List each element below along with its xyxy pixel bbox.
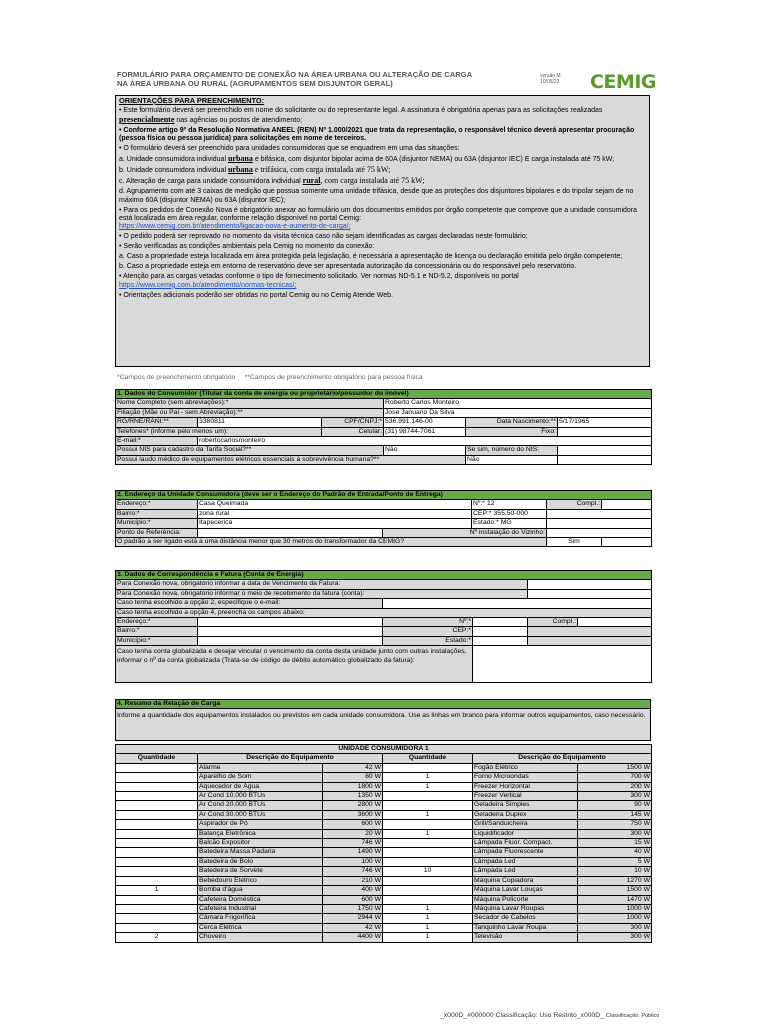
load-qty-left[interactable] [116, 867, 198, 876]
label-vizinho: Nº instalação do Vizinho: [383, 528, 547, 537]
field-filiacao[interactable]: Jose Januario Da Silva [384, 408, 652, 417]
load-qty-left[interactable] [116, 820, 198, 829]
col-header-qty-1: Quantidade [116, 754, 198, 763]
label-endereco: Endereço:* [116, 500, 198, 509]
load-qty-left[interactable] [116, 829, 198, 838]
label-email: E-mail:* [116, 437, 198, 446]
field-corr-compl[interactable] [578, 618, 652, 627]
load-power-right: 300 W [578, 792, 652, 801]
label-opcao-4: Caso tenha escolhido a opção 4, preencha os campos abaixo: [116, 608, 652, 617]
load-desc-left: Ar Cond 20.000 BTUs [198, 801, 323, 810]
label-celular: Celular: [322, 427, 384, 436]
load-qty-left[interactable] [116, 914, 198, 923]
field-corr-cep[interactable] [473, 627, 528, 636]
load-qty-left[interactable] [116, 782, 198, 791]
field-cep[interactable] [472, 509, 547, 518]
load-desc-right: Lâmpada Fluor. Compact. [473, 839, 578, 848]
footer-main: _x000D_#000000 Classificação: Uso Restrito_x000D_ [440, 1012, 604, 1019]
load-desc-right: Forno Microondas [473, 773, 578, 782]
orientations-box [115, 95, 650, 367]
load-power-left: 3600 W [323, 810, 383, 819]
orient-p3: • O formulário deverá ser preenchido para unidades consumidoras que se enquadrem em uma das situações: [119, 145, 460, 153]
label-corr-endereco: Endereço:* [116, 618, 198, 627]
version-info [540, 73, 561, 85]
field-corr-numero[interactable] [473, 618, 528, 627]
load-desc-right: Fogão Elétrico [473, 763, 578, 772]
load-row [116, 810, 652, 819]
label-nascimento: Data Nascimento:** [466, 418, 558, 427]
load-qty-left[interactable] [116, 810, 198, 819]
load-qty-right[interactable]: 1 [383, 773, 473, 782]
load-qty-right[interactable] [383, 895, 473, 904]
load-qty-right[interactable] [383, 839, 473, 848]
label-laudo: Possui laudo médico de equipamentos elétricos essenciais à sobrevivência humana?** [116, 455, 466, 464]
load-row [116, 839, 652, 848]
load-desc-left: Batedeira Massa Padaria [198, 848, 323, 857]
load-qty-right[interactable]: 1 [383, 782, 473, 791]
load-qty-right[interactable] [383, 801, 473, 810]
load-qty-right[interactable] [383, 820, 473, 829]
load-qty-left[interactable] [116, 876, 198, 885]
orient-pd: d. Agrupamento com até 3 caixas de medição que possua somente uma unidade trifásica, desde que as proteções dos disjuntores bipolares e do tripolar sejam de no máximo 60A (disjuntor NEMA) ou 63A (disjuntor IEC); [119, 188, 634, 204]
label-conta-globalizada: Caso tenha conta globalizada e desejar vincular o vencimento da conta desta unidade junto com outras instalações, informar o nº da conta globalizada (Trata-se de código de débito automático globalizado da fatura): [116, 646, 473, 683]
load-desc-right: Geladeira Simples [473, 801, 578, 810]
label-cep: CEP:* [473, 509, 492, 517]
field-email[interactable]: robertocarlosmonteiro [198, 437, 652, 446]
field-meio-recebimento[interactable] [528, 589, 652, 598]
field-cpf[interactable]: 536.991.146-00 [384, 418, 466, 427]
load-row [116, 895, 652, 904]
section-3-title: 3. Dados de Correspondência e Fatura (Conta de Energia) [116, 571, 652, 580]
load-qty-right[interactable] [383, 792, 473, 801]
load-qty-right[interactable]: 1 [383, 923, 473, 932]
load-power-left: 210 W [323, 876, 383, 885]
load-qty-right[interactable]: 1 [383, 829, 473, 838]
field-corr-estado[interactable] [473, 636, 528, 645]
field-corr-bairro[interactable] [198, 627, 383, 636]
orient-pb: b. Unidade consumidora individual urbana e trifásica, com carga instalada até 75 kW; [119, 165, 391, 175]
load-desc-left: Bomba d'água [198, 886, 323, 895]
load-desc-left: Cerca Elétrica [198, 923, 323, 932]
load-desc-right: Máquina Lavar Roupas [473, 904, 578, 913]
label-bairro: Bairro:* [116, 509, 198, 518]
load-table [115, 744, 652, 943]
field-vencimento[interactable] [528, 580, 652, 589]
section-1-table [115, 389, 652, 465]
load-desc-left: Balança Eletrônica [198, 829, 323, 838]
label-nome: Nome Completo (sem abreviações):* [116, 399, 384, 408]
cemig-logo: CEMIG [590, 71, 656, 93]
load-qty-left[interactable]: 2 [116, 933, 198, 942]
load-power-right: 300 W [578, 923, 652, 932]
orient-p6: • Serão verificadas as condições ambientais pela Cemig no momento da conexão: [119, 243, 375, 251]
field-numero[interactable] [472, 500, 547, 509]
load-qty-left[interactable] [116, 839, 198, 848]
load-power-left: 1750 W [323, 904, 383, 913]
orient-pf: b. Caso a propriedade esteja em entorno de reservatório deve ser apresentada autorização da concessionária ou do responsável pelo reservatório. [119, 263, 577, 271]
load-qty-right[interactable]: 1 [383, 810, 473, 819]
cep-blank [547, 509, 652, 518]
padrao-blank [602, 538, 652, 547]
label-estado: Estado:* [473, 519, 499, 527]
load-desc-right: Televisão [473, 933, 578, 942]
version-label: versão M [540, 73, 561, 79]
orient-p4: • Para os pedidos de Conexão Nova é obrigatório anexar ao formulário um dos documentos emitidos por órgão competente que comprove que a unidade consumidora está localizada em área regular, conforme relação disponível no portal Cemig: https://www.cemig.com.br/atendimento/ligacao-nova-e-aumento-de-carga/; [119, 206, 638, 231]
label-corr-cep: CEP:* [383, 627, 473, 636]
field-estado[interactable] [472, 519, 547, 528]
load-desc-left: Aquecedor de Água [198, 782, 323, 791]
field-corr-endereco[interactable] [198, 618, 383, 627]
corr-estado-blank [528, 636, 652, 645]
footer-small: Classificação: Público [605, 1013, 660, 1019]
orient-p1: • Este formulário deverá ser preenchido em nome do solicitante ou do representante legal. A assinatura é obrigatória apenas para as solicitações realizadas presencialmente nas agências ou postos de atendimento; [119, 107, 603, 124]
label-referencia: Ponto de Referência: [116, 528, 198, 537]
label-cpf: CPF/CNPJ:* [322, 418, 384, 427]
load-row [116, 857, 652, 866]
load-row [116, 801, 652, 810]
load-power-left: 80 W [323, 773, 383, 782]
estado-blank [547, 519, 652, 528]
load-power-left: 20 W [323, 829, 383, 838]
load-row [116, 782, 652, 791]
load-qty-left[interactable]: 1 [116, 886, 198, 895]
load-power-right: 300 W [578, 933, 652, 942]
field-nascimento[interactable]: 5/17/1965 [558, 418, 652, 427]
load-desc-right: Lâmpada Led [473, 867, 578, 876]
field-nis[interactable]: Não [384, 446, 466, 455]
field-nis-numero[interactable] [558, 446, 652, 455]
orient-pe: a. Caso a propriedade esteja localizada em área protegida pela legislação, é necessária a apresentação de licença ou declaração emitida pelo órgão competente; [119, 253, 623, 261]
load-power-right: 90 W [578, 801, 652, 810]
section-4-info: Informe a quantidade dos equipamentos instalados ou previstos em cada unidade consumidora. Use as linhas em branco para informar outros equipamentos, caso necessário. [116, 709, 651, 741]
field-fixo[interactable] [558, 427, 652, 436]
load-desc-left: Cafeteira Doméstica [198, 895, 323, 904]
field-rg[interactable]: 3380811 [198, 418, 322, 427]
load-row [116, 876, 652, 885]
label-compl: Compl.: [547, 500, 602, 509]
field-nome[interactable]: Roberto Carlos Monteiro [384, 399, 652, 408]
load-qty-left[interactable] [116, 923, 198, 932]
load-power-right: 300 W [578, 829, 652, 838]
field-conta-globalizada[interactable] [473, 646, 652, 683]
label-rg: RG/RNE/RANI:** [116, 418, 198, 427]
load-desc-left: Cafeteira Industrial [198, 904, 323, 913]
load-qty-left[interactable] [116, 763, 198, 772]
field-endereco[interactable]: Casa Queimada [198, 500, 472, 509]
load-row [116, 904, 652, 913]
load-power-right: 145 W [578, 810, 652, 819]
load-qty-right[interactable] [383, 886, 473, 895]
load-power-right: 1500 W [578, 763, 652, 772]
load-desc-right: Máquina Copiadora [473, 876, 578, 885]
field-municipio[interactable]: Itapecerica [198, 519, 472, 528]
load-qty-right[interactable] [383, 876, 473, 885]
load-desc-left: Batedeira de Bolo [198, 857, 323, 866]
orient-p7: • Atenção para as cargas vetadas conforme o tipo de fornecimento solicitado. Ver normas ND-5.1 e ND-5.2, disponíveis no portal https://www.cemig.com.br/atendimento/normas-tecnicas/; [119, 273, 519, 289]
label-numero: Nº:* [473, 500, 485, 508]
load-desc-left: Chuveiro [198, 933, 323, 942]
label-vencimento: Para Conexão nova, obrigatório informar a data de Vencimento da Fatura: [116, 580, 528, 589]
link-normas-tecnicas[interactable]: https://www.cemig.com.br/atendimento/normas-tecnicas/; [119, 281, 297, 289]
load-desc-right: Tanquinho Lavar Roupa [473, 923, 578, 932]
load-power-right: 15 W [578, 839, 652, 848]
label-corr-compl: Compl.: [528, 618, 578, 627]
load-power-left: 2944 W [323, 914, 383, 923]
label-filiacao: Filiação (Mãe ou Pai - sem Abreviação):** [116, 408, 384, 417]
load-desc-right: Geladeira Duplex [473, 810, 578, 819]
form-title-line2: NA ÁREA URBANA OU RURAL (AGRUPAMENTOS SEM DISJUNTOR GERAL) [117, 79, 393, 88]
form-title [117, 70, 517, 88]
load-qty-left[interactable] [116, 773, 198, 782]
section-1-title: 1. Dados do Consumidor (Titular da conta de energia ou proprietário/possuidor do imóvel) [116, 390, 652, 399]
load-power-right: 1000 W [578, 904, 652, 913]
load-qty-right[interactable]: 1 [383, 904, 473, 913]
load-qty-left[interactable] [116, 904, 198, 913]
load-row [116, 914, 652, 923]
load-power-left: 600 W [323, 820, 383, 829]
load-desc-right: Lâmpada Fluorescente [473, 848, 578, 857]
load-desc-right: Liquidificador [473, 829, 578, 838]
load-power-left: 42 W [323, 923, 383, 932]
load-desc-right: Secador de Cabelos [473, 914, 578, 923]
orientations-title: ORIENTAÇÕES PARA PREENCHIMENTO: [119, 96, 265, 105]
field-laudo-blank [558, 455, 652, 464]
load-power-right: 1270 W [578, 876, 652, 885]
mandatory-fields-note: *Campos de preenchimento obrigatório **Campos de preenchimento obrigatório para pessoa física [117, 374, 423, 381]
load-power-left: 1800 W [323, 782, 383, 791]
load-row [116, 820, 652, 829]
label-fixo: Fixo: [466, 427, 558, 436]
load-power-left: 400 W [323, 886, 383, 895]
load-desc-left: Aspirador de Pó [198, 820, 323, 829]
section-2-title: 2. Endereço da Unidade Consumidora (deve ser o Endereço do Padrão de Entrada/Ponto de Entrega) [116, 491, 652, 500]
section-4-title: 4. Resumo da Relação de Carga [116, 700, 651, 709]
load-qty-left[interactable] [116, 895, 198, 904]
value-cep: 355.50-000 [493, 509, 528, 517]
label-corr-estado: Estado:* [383, 636, 473, 645]
orient-p2: • Conforme artigo 9º da Resolução Normativa ANEEL (REN) Nº 1.000/2021 que trata da representação, o responsável técnico deverá apresentar procuração (pessoa física ou pessoa jurídica) para solicitações em nome de terceiros. [119, 126, 635, 143]
load-row [116, 792, 652, 801]
load-power-right: 700 W [578, 773, 652, 782]
orient-pc: c. Alteração de carga para unidade consumidora individual rural, com carga instalada até 75 kW; [119, 176, 425, 186]
load-qty-left[interactable] [116, 848, 198, 857]
load-power-right: 40 W [578, 848, 652, 857]
load-power-left: 1350 W [323, 792, 383, 801]
load-power-left: 4400 W [323, 933, 383, 942]
load-qty-right[interactable]: 10 [383, 867, 473, 876]
load-desc-left: Bebedouro Elétrico [198, 876, 323, 885]
link-ligacao-nova[interactable]: https://www.cemig.com.br/atendimento/ligacao-nova-e-aumento-de-carga/; [119, 223, 351, 231]
section-3-table [115, 570, 652, 683]
load-desc-right: Máquina Lavar Louças [473, 886, 578, 895]
load-qty-left[interactable] [116, 857, 198, 866]
load-power-right: 1500 W [578, 886, 652, 895]
orient-p5: • O pedido poderá ser reprovado no momento da visita técnica caso não sejam identificadas as cargas declaradas neste formulário; [119, 233, 528, 241]
load-row [116, 933, 652, 942]
load-power-left: 746 W [323, 867, 383, 876]
load-power-right: 1000 W [578, 914, 652, 923]
load-power-left: 600 W [323, 895, 383, 904]
load-power-left: 100 W [323, 857, 383, 866]
load-power-right: 10 W [578, 867, 652, 876]
section-2-table [115, 490, 652, 547]
form-title-line1: FORMULÁRIO PARA ORÇAMENTO DE CONEXÃO NA ÁREA URBANA OU ALTERAÇÃO DE CARGA [117, 70, 473, 79]
load-power-right: 200 W [578, 782, 652, 791]
field-corr-municipio[interactable] [198, 636, 383, 645]
version-date: 10/05/23 [540, 79, 560, 85]
load-desc-right: Máquina Policorte [473, 895, 578, 904]
load-row [116, 763, 652, 772]
load-desc-left: Câmara Frigorífica [198, 914, 323, 923]
load-desc-right: Freezer Horizontal [473, 782, 578, 791]
field-compl[interactable] [602, 500, 652, 509]
load-desc-left: Ar Cond 10.000 BTUs [198, 792, 323, 801]
load-table-title: UNIDADE CONSUMIDORA 1 [116, 745, 652, 754]
label-meio-recebimento: Para Conexão nova, obrigatório informar o meio de recebimento da fatura (conta): [116, 589, 528, 598]
load-desc-left: Balcão Expositor [198, 839, 323, 848]
field-email-fatura[interactable] [383, 599, 652, 608]
load-power-left: 42 W [323, 763, 383, 772]
label-telefones: Telefones* (informe pelo menos um): [116, 427, 322, 436]
orient-pa: a. Unidade consumidora individual urbana e bifásica, com disjuntor bipolar acima de 60A (disjuntor NEMA) ou 63A (disjuntor IEC) E carga instalada até 75 kW; [119, 154, 615, 164]
load-row [116, 867, 652, 876]
field-celular[interactable]: (31) 98744-7061 [384, 427, 466, 436]
load-desc-right: Freezer Vertical [473, 792, 578, 801]
field-vizinho[interactable] [547, 528, 652, 537]
load-row [116, 886, 652, 895]
label-email-fatura: Caso tenha escolhido a opção 2, especifique o e-mail: [116, 599, 383, 608]
load-row [116, 848, 652, 857]
load-qty-left[interactable] [116, 801, 198, 810]
label-municipio: Município:* [116, 519, 198, 528]
field-referencia[interactable] [198, 528, 383, 537]
load-power-left: 1490 W [323, 848, 383, 857]
load-desc-right: Lâmpada Led [473, 857, 578, 866]
label-corr-bairro: Bairro:* [116, 627, 198, 636]
load-power-right: 1470 W [578, 895, 652, 904]
corr-cep-blank [528, 627, 652, 636]
load-row [116, 923, 652, 932]
load-row [116, 829, 652, 838]
col-header-desc-2: Descrição do Equipamento [473, 754, 652, 763]
label-corr-numero: Nº:* [383, 618, 473, 627]
load-qty-right[interactable] [383, 848, 473, 857]
footer-classification [440, 1012, 659, 1019]
label-corr-municipio: Município:* [116, 636, 198, 645]
load-power-left: 746 W [323, 839, 383, 848]
load-row [116, 773, 652, 782]
section-4-table [115, 699, 651, 741]
load-qty-right[interactable]: 1 [383, 933, 473, 942]
load-desc-left: Batedeira de Sorvete [198, 867, 323, 876]
orient-p8: • Orientações adicionais poderão ser obtidas no portal Cemig ou no Cemig Atende Web. [119, 291, 393, 299]
load-desc-left: Alarme [198, 763, 323, 772]
load-qty-right[interactable]: 1 [383, 914, 473, 923]
col-header-qty-2: Quantidade [383, 754, 473, 763]
field-bairro[interactable]: zona rural [198, 509, 472, 518]
label-padrao-distancia: O padrão a ser ligado está a uma distância menor que 30 metros do transformador da CEMIG? [116, 538, 547, 547]
field-padrao-distancia[interactable]: Sim [547, 538, 602, 547]
load-qty-left[interactable] [116, 792, 198, 801]
load-power-right: 5 W [578, 857, 652, 866]
field-laudo[interactable]: Não [466, 455, 558, 464]
load-desc-left: Ar Cond 30.000 BTUs [198, 810, 323, 819]
load-power-left: 2800 W [323, 801, 383, 810]
load-desc-right: Grill/Sanduicheira [473, 820, 578, 829]
label-nis-numero: Se sim, número do NIS: [466, 446, 558, 455]
load-power-right: 750 W [578, 820, 652, 829]
label-nis: Possui NIS para cadastro da Tarifa Social?** [116, 446, 384, 455]
load-desc-left: Aparelho de Som [198, 773, 323, 782]
load-qty-right[interactable] [383, 763, 473, 772]
load-qty-right[interactable] [383, 857, 473, 866]
value-numero: 12 [486, 500, 495, 508]
value-estado: MG [500, 519, 512, 527]
col-header-desc-1: Descrição do Equipamento [198, 754, 383, 763]
